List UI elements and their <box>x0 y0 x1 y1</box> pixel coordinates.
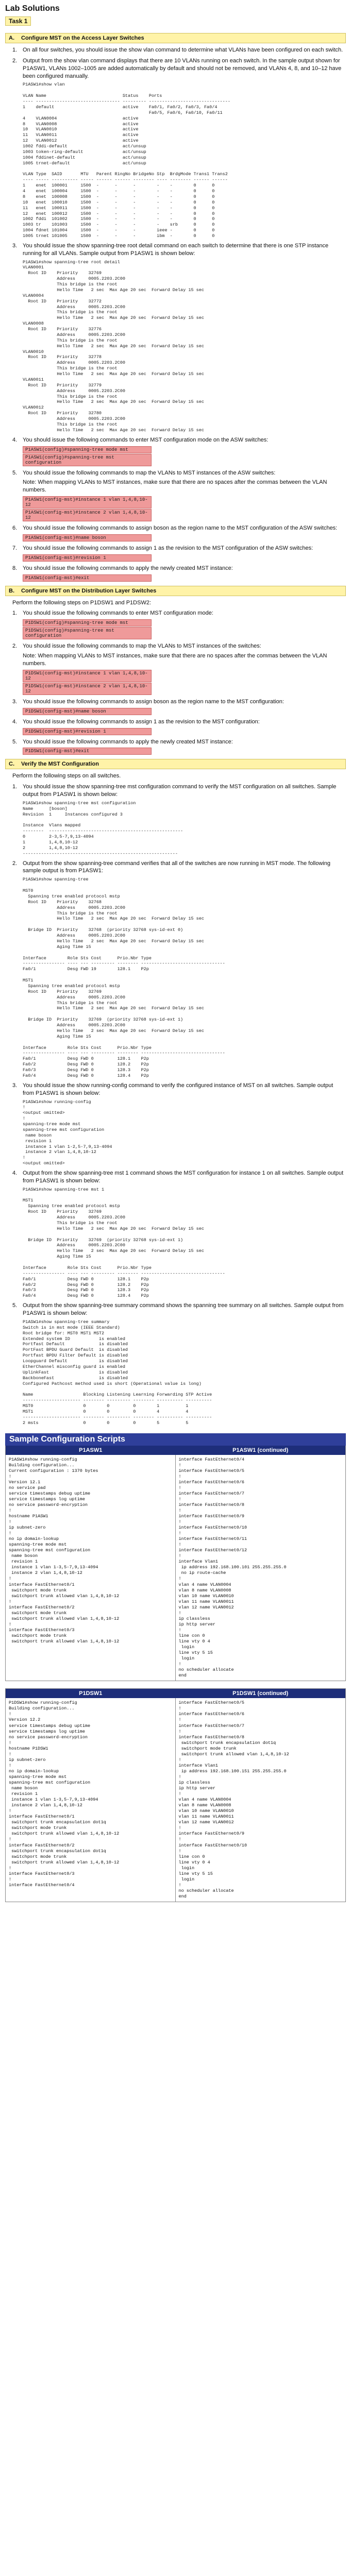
step-number: 2. <box>12 860 18 867</box>
step-text: You should issue the following commands to enter MST configuration mode: <box>23 610 213 617</box>
command-block <box>23 708 346 715</box>
step <box>12 609 346 617</box>
step-text: You should issue the show spanning-tree root detail command on each switch to determine that there is one STP instance running for all VLANs. Sample output from P1ASW1 is shown below: <box>23 242 329 257</box>
step <box>12 1302 346 1317</box>
step-text: On all four switches, you should issue the show vlan command to determine what VLANs have been configured on each switch. <box>23 47 343 53</box>
step-text: You should issue the following commands to apply the newly created MST instance: <box>23 738 233 745</box>
step-text: Output from the show spanning-tree summary command shows the spanning tree summary on all switches. Sample output from P1ASW1 is shown below: <box>23 1302 344 1317</box>
step-text: You should issue the following commands to apply the newly created MST instance: <box>23 565 233 571</box>
section-letter: A. <box>9 35 14 41</box>
command-block <box>23 670 346 695</box>
step <box>12 860 346 875</box>
config-script-left: P1DSW1#show running-config Building configuration... ! Version 12.2 service timestamps debug uptime service timestamps log uptime no service password-encryption ! hostname P1DSW1 ! ip subnet-zero ! no ip domain-lookup spanning-tree mode mst spanning-tree mst configuration name boson revision 1 instance 1 vlan 1-3,5-7,9,13-4094 instance 2 vlan 1,4,8,10-12 ! interface FastEthernet0/1 switchport trunk encapsulation dot1q switchport mode trunk switchport trunk allowed vlan 1,4,8,10-12 ! interface FastEthernet0/2 switchport trunk encapsulation dot1q switchport mode trunk switchport trunk allowed vlan 1,4,8,10-12 ! interface FastEthernet0/3 ! interface FastEthernet0/4 <box>6 1698 176 1902</box>
step-number: 2. <box>12 57 18 64</box>
note: Note: When mapping VLANs to MST instances, make sure that there are no spaces after the commas between the VLAN numbers. <box>23 479 327 494</box>
section-title: Configure MST on the Access Layer Switches <box>21 35 144 41</box>
section-letter: C. <box>9 761 14 768</box>
step <box>12 565 346 572</box>
column-header: P1DSW1 (continued) <box>176 1689 346 1698</box>
step-number: 5. <box>12 469 18 476</box>
step <box>12 436 346 444</box>
command-line: P1ASW1(config-mst)#name boson <box>23 534 152 541</box>
command-block <box>23 619 346 639</box>
command-line: P1ASW1(config-mst)#instance 1 vlan 1,4,8,10-12 <box>23 496 152 509</box>
step <box>12 524 346 532</box>
page-title: Lab Solutions <box>5 4 60 13</box>
step-number: 7. <box>12 545 18 551</box>
command-line: P1ASW1(config)#spanning-tree mode mst <box>23 446 152 453</box>
step-number: 2. <box>12 643 18 650</box>
step-number: 3. <box>12 1082 18 1089</box>
step <box>12 783 346 799</box>
step-number: 4. <box>12 436 18 443</box>
step-text: Output from the show spanning-tree mst 1 command shows the MST configuration for instance 1 on all switches. Sample output from P1ASW1 is shown below: <box>23 1170 344 1184</box>
column-header: P1ASW1 (continued) <box>176 1446 346 1455</box>
step-number: 5. <box>12 1302 18 1309</box>
command-line: P1ASW1(config-mst)#instance 2 vlan 1,4,8,10-12 <box>23 509 152 521</box>
step <box>12 718 346 726</box>
step-number: 3. <box>12 698 18 705</box>
step <box>12 1082 346 1097</box>
step <box>12 642 346 650</box>
cli-output-root-detail: P1ASW1#show spanning-tree root detail VLAN0001 Root ID Priority 32769 Address 0005.2203.2C00 This bridge is the root Hello Time 2 sec Max Age 20 sec Forward Delay 15 sec VLAN0004 Root ID Priority 32772 Address 0005.2203.2C00 This bridge is the root Hello Time 2 sec Max Age 20 sec Forward Delay 15 sec VLAN0008 Root ID Priority 32776 Address 0005.2203.2C00 This bridge is the root Hello Time 2 sec Max Age 20 sec Forward Delay 15 sec VLAN0010 Root ID Priority 32778 Address 0005.2203.2C00 This bridge is the root Hello Time 2 sec Max Age 20 sec Forward Delay 15 sec VLAN0011 Root ID Priority 32779 Address 0005.2203.2C00 This bridge is the root Hello Time 2 sec Max Age 20 sec Forward Delay 15 sec VLAN0012 Root ID Priority 32780 Address 0005.2203.2C00 This bridge is the root Hello Time 2 sec Max Age 20 sec Forward Delay 15 sec <box>23 259 204 433</box>
cli-output-show-vlan: P1ASW1#show vlan VLAN Name Status Ports ---- -------------------------------- --------- ------------------------------- 1 default active Fa0/1, Fa0/2, Fa0/3, Fa0/4 Fa0/5, Fa0/6, Fa0/10, Fa0/11 4 VLAN0004 active 8 VLAN0008 active 10 VLAN0010 active 11 VLAN0011 active 12 VLAN0012 active 1002 fddi-default act/unsup 1003 token-ring-default act/unsup 1004 fddinet-default act/unsup 1005 trnet-default act/unsup VLAN Type SAID MTU Parent RingNo BridgeNo Stp BrdgMode Trans1 Trans2 ---- ----- ---------- ----- ------ ------ -------- ---- -------- ------ ------ 1 enet 100001 1500 - - - - - 0 0 4 enet 100004 1500 - - - - - 0 0 8 enet 100008 1500 - - - - - 0 0 10 enet 100010 1500 - - - - - 0 0 11 enet 100011 1500 - - - - - 0 0 12 enet 100012 1500 - - - - - 0 0 1002 fddi 101002 1500 - - - - - 0 0 1003 tr 101003 1500 - - - - srb 0 0 1004 fdnet 101004 1500 - - - ieee - 0 0 1005 trnet 101005 1500 - - - ibm - 0 0 <box>23 82 230 239</box>
step <box>12 698 346 706</box>
step-text: You should issue the show running-config command to verify the configured instance of MST on all switches. Sample output from P1ASW1 is shown below: <box>23 1082 333 1096</box>
section-a-heading <box>5 33 346 43</box>
step-number: 1. <box>12 47 18 53</box>
note: Note: When mapping VLANs to MST instances, make sure that there are no spaces after the commas between the VLAN numbers. <box>23 653 327 667</box>
cli-output-spanning-tree: P1ASW1#show spanning-tree MST0 Spanning tree enabled protocol mstp Root ID Priority 32768 Address 0005.2203.2C00 This bridge is the root Hello Time 2 sec Max Age 20 sec Forward Delay 15 sec Bridge ID Priority 32768 (priority 32768 sys-id-ext 0) Address 0005.2203.2C00 Hello Time 2 sec Max Age 20 sec Forward Delay 15 sec Aging Time 15 Interface Role Sts Cost Prio.Nbr Type ---------------- ---- --- --------- -------- -------------------------------- Fa0/1 Desg FWD 19 128.1 P2p MST1 Spanning tree enabled protocol mstp Root ID Priority 32769 Address 0005.2203.2C00 This bridge is the root Hello Time 2 sec Max Age 20 sec Forward Delay 15 sec Bridge ID Priority 32769 (priority 32768 sys-id-ext 1) Address 0005.2203.2C00 Hello Time 2 sec Max Age 20 sec Forward Delay 15 sec Aging Time 15 Interface Role Sts Cost Prio.Nbr Type ---------------- ---- --- --------- -------- -------------------------------- Fa0/1 Desg FWD 0 128.1 P2p Fa0/2 Desg FWD 0 128.2 P2p Fa0/3 Desg FWD 0 128.3 P2p Fa0/4 Desg FWD 0 128.4 P2p <box>23 877 225 1078</box>
section-c-heading <box>5 759 346 769</box>
step-number: 1. <box>12 610 18 617</box>
cli-output-summary: P1ASW1#show spanning-tree summary Switch is in mst mode (IEEE Standard) Root bridge for: MST0 MST1 MST2 Extended system ID is enabled Portfast Default is disabled PortFast BPDU Guard Default is disabled Portfast BPDU Filter Default is disabled Loopguard Default is disabled EtherChannel misconfig guard is enabled UplinkFast is disabled BackboneFast is disabled Configured Pathcost method used is short (Operational value is long) Name Blocking Listening Learning Forwarding STP Active ---------------------- -------- --------- -------- ---------- ---------- MST0 0 0 0 1 1 MST1 0 0 0 4 4 ---------------------- -------- --------- -------- ---------- ---------- 2 msts 0 0 0 5 5 <box>23 1319 212 1426</box>
scripts-title: Sample Configuration Scripts <box>5 1433 346 1446</box>
step-text: You should issue the following commands to map the VLANs to MST instances of the switches: <box>23 643 261 650</box>
column-header: P1ASW1 <box>6 1446 176 1455</box>
step <box>12 46 346 54</box>
config-script-right: interface FastEthernet0/4 ! interface FastEthernet0/5 ! interface FastEthernet0/6 ! interface FastEthernet0/7 ! interface FastEthernet0/8 ! interface FastEthernet0/9 ! interface FastEthernet0/10 ! interface FastEthernet0/11 ! interface FastEthernet0/12 ! interface Vlan1 ip address 192.168.100.101 255.255.255.0 no ip route-cache ! vlan 4 name VLAN0004 vlan 8 name VLAN0008 vlan 10 name VLAN0010 vlan 11 name VLAN0011 vlan 12 name VLAN0012 ! ip classless ip http server ! line con 0 line vty 0 4 login line vty 5 15 login ! no scheduler allocate end <box>178 1456 287 1679</box>
section-title: Verify the MST Configuration <box>21 761 99 768</box>
cli-output-mst-configuration: P1ASW1#show spanning-tree mst configuration Name [boson] Revision 1 Instances configured 3 Instance Vlans mapped -------- --------------------------------------------------- 0 2-3,5-7,9,13-4094 1 1,4,8,10-12 2 1,4,8,10-12 ----------------------------------------------------------- <box>23 800 183 856</box>
command-block <box>23 534 346 541</box>
step-text: You should issue the following commands to enter MST configuration mode on the ASW switches: <box>23 436 269 443</box>
step-number: 6. <box>12 525 18 532</box>
section-intro: Perform the following steps on P1DSW1 and P1DSW2: <box>12 599 152 606</box>
command-block <box>23 748 346 755</box>
command-line: P1DSW1(config)#spanning-tree mst configuration <box>23 627 152 639</box>
command-block <box>23 446 346 466</box>
config-script-left: P1ASW1#show running-config Building configuration... Current configuration : 1370 bytes ! Version 12.1 no service pad service timestamps debug uptime service timestamps log uptime no service password-encryption ! hostname P1ASW1 ! ip subnet-zero ! no ip domain-lookup spanning-tree mode mst spanning-tree mst configuration name boson revision 1 instance 1 vlan 1-3,5-7,9,13-4094 instance 2 vlan 1,4,8,10-12 ! interface FastEthernet0/1 switchport mode trunk switchport trunk allowed vlan 1,4,8,10-12 ! interface FastEthernet0/2 switchport mode trunk switchport trunk allowed vlan 1,4,8,10-12 ! interface FastEthernet0/3 switchport mode trunk switchport trunk allowed vlan 1,4,8,10-12 <box>6 1455 176 1681</box>
step-number: 1. <box>12 784 18 790</box>
step <box>12 738 346 746</box>
step-text: You should issue the show spanning-tree mst configuration command to verify the MST configuration on all switches. Sample output from P1ASW1 is shown below: <box>23 784 337 798</box>
command-line: P1ASW1(config-mst)#revision 1 <box>23 554 152 562</box>
config-script-right: interface FastEthernet0/5 ! interface FastEthernet0/6 ! interface FastEthernet0/7 ! interface FastEthernet0/8 switchport trunk encapsulation dot1q switchport mode trunk switchport trunk allowed vlan 1,4,8,10-12 ! interface Vlan1 ip address 192.168.100.151 255.255.255.0 ! ip classless ip http server ! vlan 4 name VLAN0004 vlan 8 name VLAN0008 vlan 10 name VLAN0010 vlan 11 name VLAN0011 vlan 12 name VLAN0012 ! interface FastEthernet0/9 ! interface FastEthernet0/10 ! line con 0 line vty 0 4 login line vty 5 15 login ! no scheduler allocate end <box>178 1700 289 1899</box>
command-line: P1ASW1(config-mst)#exit <box>23 574 152 582</box>
command-line: P1DSW1(config-mst)#instance 1 vlan 1,4,8,10-12 <box>23 670 152 682</box>
step-text: You should issue the following commands to assign 1 as the revision to the MST configuration: <box>23 718 260 725</box>
step <box>12 545 346 552</box>
step-text: Output from the show spanning-tree command verifies that all of the switches are now running in MST mode. The following sample output is from P1ASW1: <box>23 860 330 874</box>
cli-output-mst-1: P1ASW1#show spanning-tree mst 1 MST1 Spanning tree enabled protocol mstp Root ID Priority 32769 Address 0005.2203.2C00 This bridge is the root Hello Time 2 sec Max Age 20 sec Forward Delay 15 sec Bridge ID Priority 32769 (priority 32768 sys-id-ext 1) Address 0005.2203.2C00 Hello Time 2 sec Max Age 20 sec Forward Delay 15 sec Aging Time 15 Interface Role Sts Cost Prio.Nbr Type ---------------- ---- --- --------- -------- -------------------------------- Fa0/1 Desg FWD 0 128.1 P2p Fa0/2 Desg FWD 0 128.2 P2p Fa0/3 Desg FWD 0 128.3 P2p Fa0/4 Desg FWD 0 128.4 P2p <box>23 1187 225 1299</box>
step <box>12 1170 346 1185</box>
step-number: 3. <box>12 242 18 249</box>
command-block <box>23 574 346 582</box>
step-text: You should issue the following commands to assign boson as the region name to the MST configuration: <box>23 698 284 705</box>
step-text: You should issue the following commands to map the VLANs to MST instances of the ASW switches: <box>23 469 276 476</box>
section-letter: B. <box>9 587 14 594</box>
step-number: 4. <box>12 718 18 725</box>
task-label: Task 1 <box>5 16 31 26</box>
cli-output-running-config: P1ASW1#show running-config ! <output omitted> ! spanning-tree mode mst spanning-tree mst configuration name boson revision 1 instance 1 vlan 1-2,5-7,9,13-4094 instance 2 vlan 1,4,8,10-12 ! <output omitted> <box>23 1099 112 1166</box>
section-b-heading <box>5 586 346 596</box>
command-line: P1DSW1(config)#spanning-tree mode mst <box>23 619 152 626</box>
command-block <box>23 554 346 562</box>
step-number: 5. <box>12 738 18 745</box>
config-table-dsw <box>5 1688 346 1902</box>
command-block <box>23 496 346 521</box>
column-header: P1DSW1 <box>6 1689 176 1698</box>
command-block <box>23 728 346 735</box>
step <box>12 242 346 258</box>
section-intro: Perform the following steps on all switches. <box>12 773 121 779</box>
step-text: You should issue the following commands to assign boson as the region name to the MST configuration of the ASW switches: <box>23 525 338 532</box>
step-text: Output from the show vlan command displays that there are 10 VLANs running on each switch. In the sample output shown for P1ASW1, VLANs 1002–1005 are added automatically by default and should not be removed, and VLANs 4, 8, and 10–12 have been configured manually. <box>23 57 342 79</box>
config-table-asw <box>5 1446 346 1682</box>
command-line: P1DSW1(config-mst)#name boson <box>23 708 152 715</box>
section-title: Configure MST on the Distribution Layer Switches <box>21 587 157 594</box>
step <box>12 469 346 477</box>
command-line: P1ASW1(config)#spanning-tree mst configuration <box>23 454 152 466</box>
step-number: 4. <box>12 1170 18 1176</box>
command-line: P1DSW1(config-mst)#exit <box>23 748 152 755</box>
step <box>12 57 346 80</box>
step-text: You should issue the following commands to assign 1 as the revision to the MST configuration of the ASW switches: <box>23 545 313 551</box>
step-number: 8. <box>12 565 18 571</box>
document-page <box>5 0 346 1902</box>
command-line: P1DSW1(config-mst)#instance 2 vlan 1,4,8,10-12 <box>23 683 152 695</box>
command-line: P1DSW1(config-mst)#revision 1 <box>23 728 152 735</box>
